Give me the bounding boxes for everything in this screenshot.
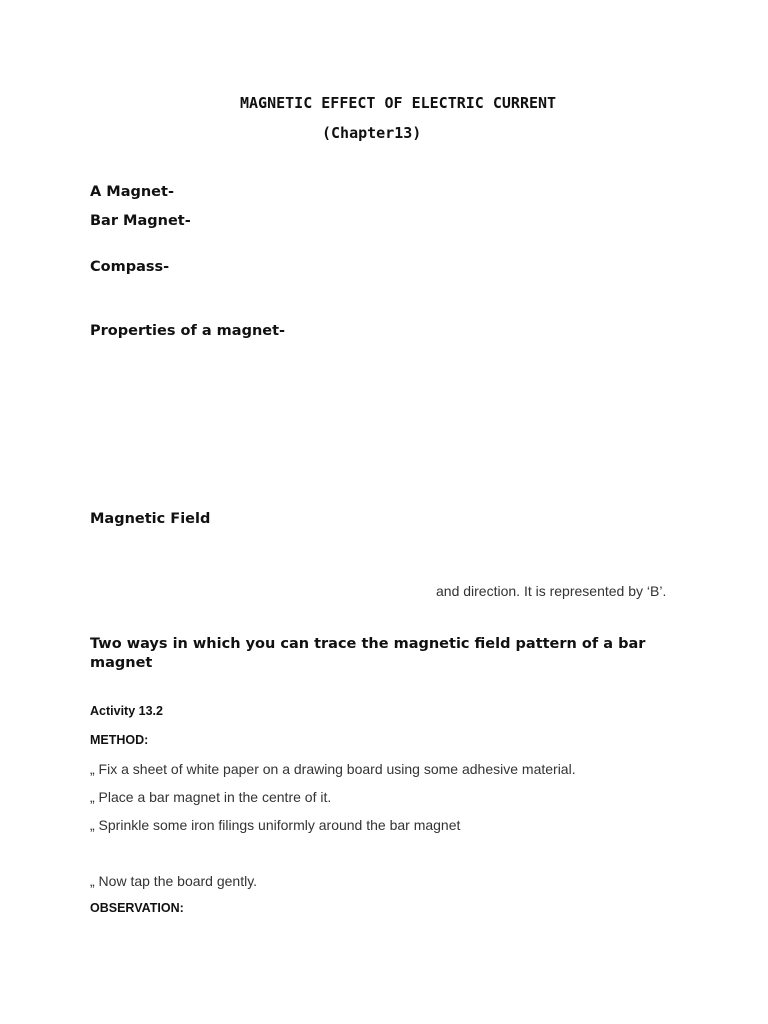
trace-heading: Two ways in which you can trace the magnetic field pattern of a bar magnet bbox=[90, 636, 646, 671]
document-title: MAGNETIC EFFECT OF ELECTRIC CURRENT bbox=[240, 94, 557, 112]
heading-properties: Properties of a magnet- bbox=[90, 323, 286, 339]
heading-a-magnet: A Magnet- bbox=[90, 184, 174, 200]
field-direction-text: and direction. It is represented by ‘B’. bbox=[436, 583, 667, 599]
method-label: METHOD: bbox=[90, 733, 149, 747]
method-step: „ Place a bar magnet in the centre of it. bbox=[90, 789, 332, 805]
method-step: „ Fix a sheet of white paper on a drawing board using some adhesive material. bbox=[90, 761, 576, 777]
chapter-subtitle: (Chapter13) bbox=[322, 124, 422, 142]
heading-bar-magnet: Bar Magnet- bbox=[90, 213, 191, 229]
activity-label: Activity 13.2 bbox=[90, 704, 163, 718]
method-step: „ Now tap the board gently. bbox=[90, 873, 258, 889]
observation-label: OBSERVATION: bbox=[90, 901, 184, 915]
method-step: „ Sprinkle some iron filings uniformly around the bar magnet bbox=[90, 817, 461, 833]
heading-compass: Compass- bbox=[90, 259, 170, 275]
heading-magnetic-field: Magnetic Field bbox=[90, 511, 211, 527]
